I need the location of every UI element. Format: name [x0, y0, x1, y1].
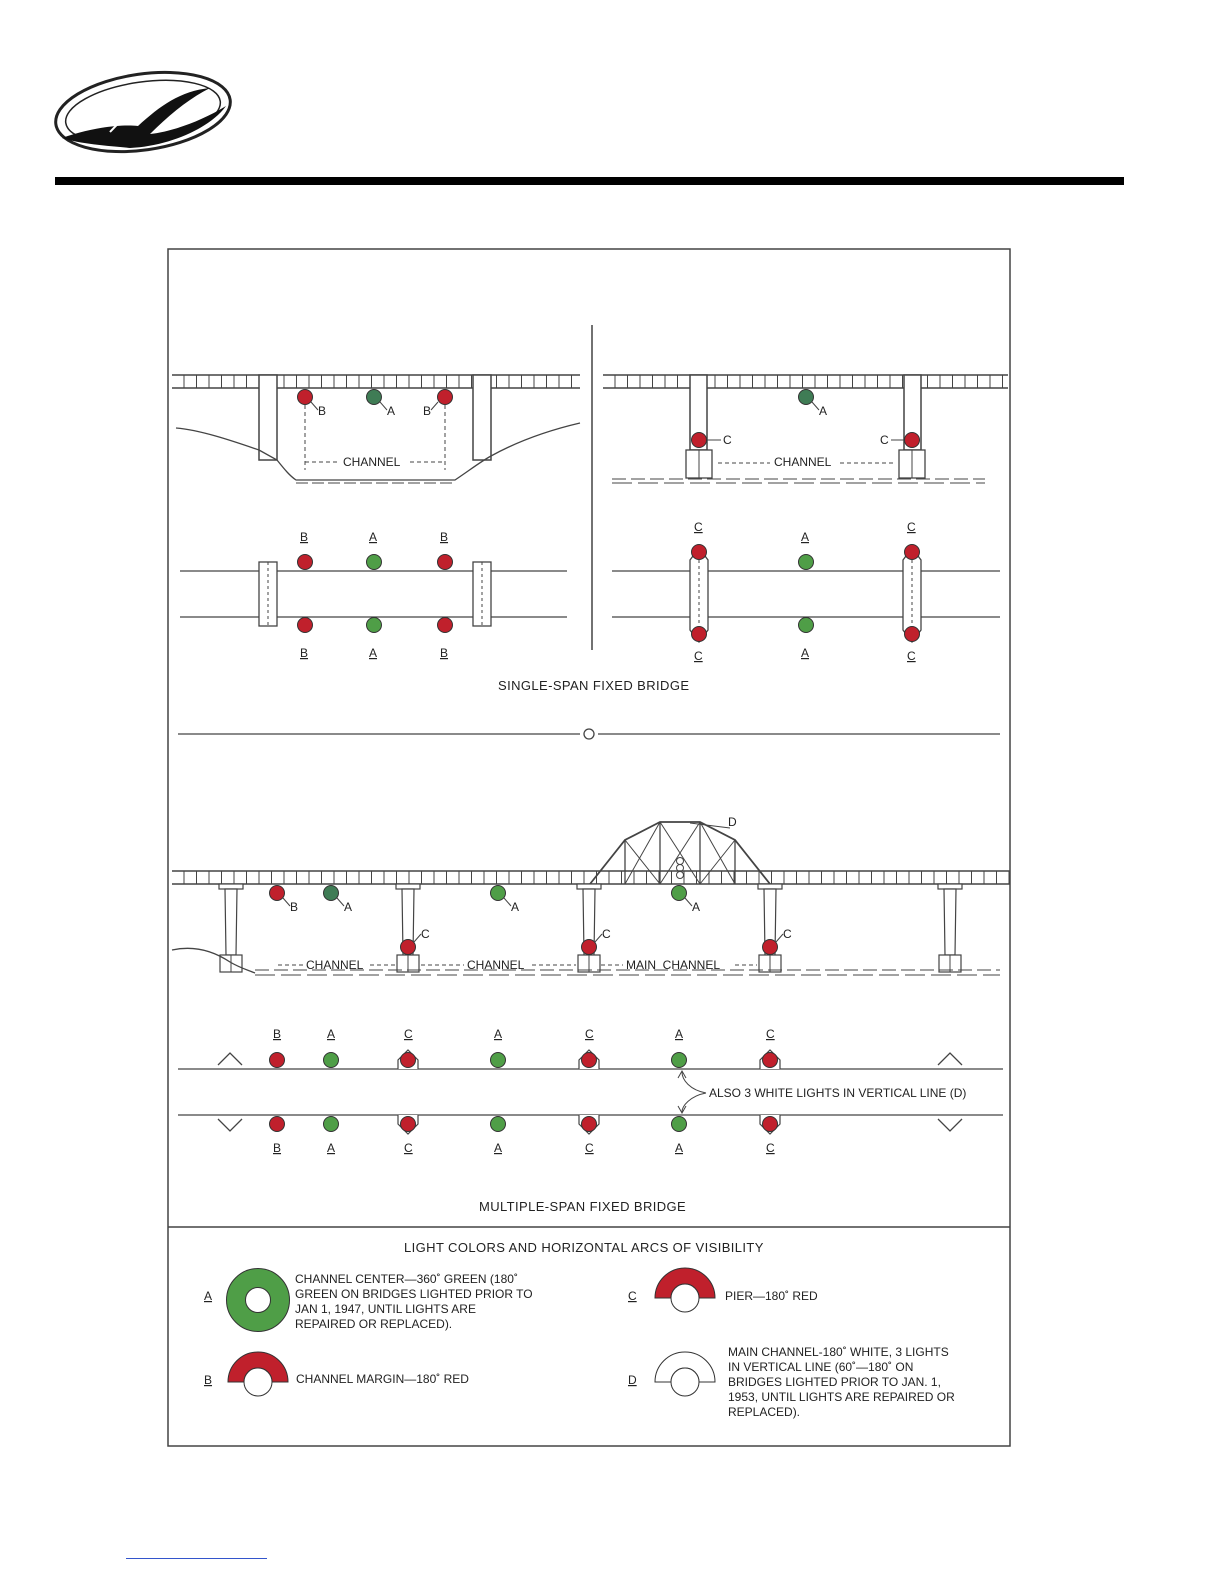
light-label-c: C	[880, 433, 889, 447]
light-label-a: A	[369, 530, 378, 544]
nav-light	[672, 1117, 687, 1132]
nav-light	[491, 1053, 506, 1068]
single-span-plan-left	[180, 530, 567, 660]
pier-cap	[577, 884, 601, 889]
light-label-c: C	[783, 927, 792, 941]
light-label-a: A	[344, 900, 353, 914]
light-label-a: A	[819, 404, 828, 418]
legend-title: LIGHT COLORS AND HORIZONTAL ARCS OF VISIBILITY	[404, 1240, 764, 1255]
legend-text-a-3: JAN 1, 1947, UNTIL LIGHTS ARE	[295, 1302, 476, 1316]
light-label-a: A	[511, 900, 520, 914]
light-label: A	[494, 1027, 503, 1041]
light-label-c: C	[907, 649, 916, 663]
legend-text-a-2: GREEN ON BRIDGES LIGHTED PRIOR TO	[295, 1287, 533, 1301]
light-label-b: B	[440, 530, 449, 544]
pier-cap	[758, 884, 782, 889]
multi-span-elevation	[172, 815, 1010, 975]
light-label: A	[675, 1141, 684, 1155]
light-label-a: A	[801, 530, 810, 544]
light-label: C	[585, 1027, 594, 1041]
light-label: A	[675, 1027, 684, 1041]
pier-column	[225, 889, 237, 955]
light-label-a: A	[692, 900, 701, 914]
light-label-a: A	[387, 404, 396, 418]
truss-label-d: D	[728, 815, 737, 829]
light-label-b: B	[440, 646, 449, 660]
legend-text-d-4: 1953, UNTIL LIGHTS ARE REPAIRED OR	[728, 1390, 955, 1404]
pier-cap	[219, 884, 243, 889]
multi-span-caption: MULTIPLE-SPAN FIXED BRIDGE	[479, 1199, 687, 1214]
light-label: B	[273, 1027, 282, 1041]
main-channel-label: MAIN CHANNEL	[626, 958, 721, 972]
pier-cap	[396, 884, 420, 889]
light-label: A	[494, 1141, 503, 1155]
nav-light	[491, 1117, 506, 1132]
light-label: C	[404, 1141, 413, 1155]
light-label-c: C	[723, 433, 732, 447]
nav-light	[763, 1053, 778, 1068]
light-label-c: C	[421, 927, 430, 941]
single-span-caption: SINGLE-SPAN FIXED BRIDGE	[498, 678, 690, 693]
nav-light	[582, 1117, 597, 1132]
light-label-c: C	[694, 520, 703, 534]
channel-label: CHANNEL	[306, 958, 364, 972]
nav-light	[270, 1053, 285, 1068]
light-label-b: B	[300, 646, 309, 660]
light-label-b: B	[290, 900, 299, 914]
light-label-c: C	[694, 649, 703, 663]
light-label-a: A	[801, 646, 810, 660]
legend-text-a-1: CHANNEL CENTER—360˚ GREEN (180˚	[295, 1272, 518, 1286]
nav-light	[672, 1053, 687, 1068]
footer-link-underline[interactable]	[126, 1558, 267, 1559]
nav-light	[763, 1117, 778, 1132]
light-label-b: B	[318, 404, 327, 418]
channel-label: CHANNEL	[343, 455, 401, 469]
nav-light	[324, 1053, 339, 1068]
legend-text-c: PIER—180˚ RED	[725, 1289, 818, 1303]
legend-key-a: A	[204, 1289, 213, 1303]
legend-text-d-3: BRIDGES LIGHTED PRIOR TO JAN. 1,	[728, 1375, 941, 1389]
single-span-elevation-right	[603, 375, 1008, 483]
nav-light	[582, 1053, 597, 1068]
legend-text-a-4: REPAIRED OR REPLACED).	[295, 1317, 453, 1331]
white-lights-note: ALSO 3 WHITE LIGHTS IN VERTICAL LINE (D)	[709, 1086, 967, 1100]
legend-text-d-5: REPLACED).	[728, 1405, 801, 1419]
light-label: B	[273, 1141, 282, 1155]
channel-label: CHANNEL	[774, 455, 832, 469]
single-span-plan-right	[612, 520, 1000, 663]
legend-key-d: D	[628, 1373, 637, 1387]
figure-frame	[168, 249, 1010, 1446]
multi-span-plan	[178, 1027, 1003, 1155]
pier-column	[944, 889, 956, 955]
nav-light	[401, 1117, 416, 1132]
light-label: A	[327, 1027, 336, 1041]
green-360-ring-icon	[236, 1278, 280, 1322]
channel-label: CHANNEL	[467, 958, 525, 972]
legend-text-d-1: MAIN CHANNEL-180˚ WHITE, 3 LIGHTS	[728, 1345, 949, 1359]
light-label-b: B	[300, 530, 309, 544]
legend-text-d-2: IN VERTICAL LINE (60˚—180˚ ON	[728, 1360, 914, 1374]
light-label-b: B	[423, 404, 432, 418]
nav-light	[324, 1117, 339, 1132]
legend-key-b: B	[204, 1373, 213, 1387]
light-label: C	[585, 1141, 594, 1155]
legend-text-b: CHANNEL MARGIN—180˚ RED	[296, 1372, 469, 1386]
nav-light	[270, 1117, 285, 1132]
pier-cap	[938, 884, 962, 889]
light-label-c: C	[602, 927, 611, 941]
light-label: C	[766, 1027, 775, 1041]
single-span-elevation-left	[172, 375, 580, 483]
legend-key-c: C	[628, 1289, 637, 1303]
light-label: A	[327, 1141, 336, 1155]
light-label: C	[766, 1141, 775, 1155]
light-label: C	[404, 1027, 413, 1041]
light-label-a: A	[369, 646, 378, 660]
light-label-c: C	[907, 520, 916, 534]
nav-light	[401, 1053, 416, 1068]
separator-ring-icon	[584, 729, 594, 739]
legend	[204, 1240, 955, 1419]
